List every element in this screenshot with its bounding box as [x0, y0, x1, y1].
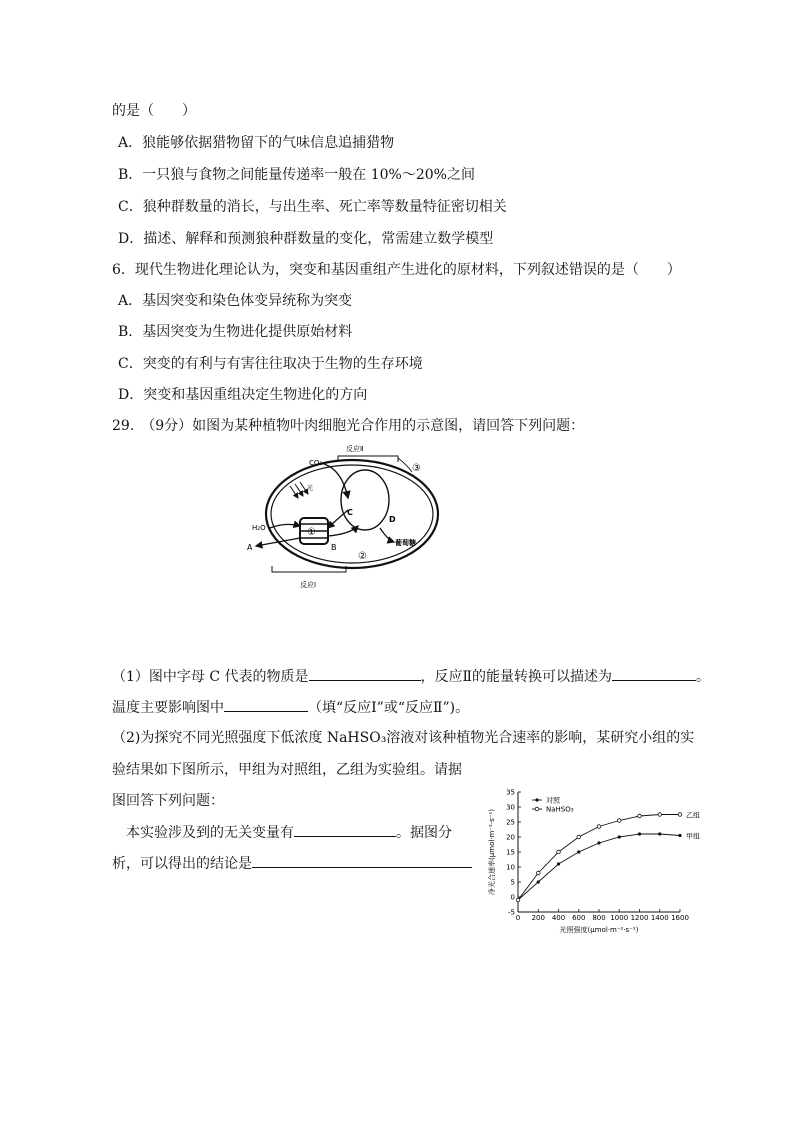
- data-point-1: [678, 834, 681, 837]
- co2-arrow: [324, 464, 348, 498]
- x-tick-label: 1000: [610, 914, 629, 922]
- blank-temperature-reaction[interactable]: [224, 697, 308, 712]
- photosynthesis-diagram: [238, 438, 448, 596]
- q29-part2-line2: 验结果如下图所示，甲组为对照组，乙组为实验组。请据: [112, 762, 462, 778]
- q29-stem: 29. （9分）如图为某种植物叶肉细胞光合作用的示意图，请回答下列问题：: [112, 418, 585, 434]
- label-reaction-1: 反应Ⅰ: [300, 581, 317, 589]
- y-tick-label: 10: [506, 863, 515, 872]
- label-circled-3: ③: [412, 463, 421, 474]
- data-point-1: [577, 850, 580, 853]
- x-tick-label: 400: [551, 914, 566, 922]
- x-tick-label: 1200: [630, 914, 649, 922]
- x-axis-label: 光照强度(μmol·m⁻²·s⁻¹): [559, 926, 639, 934]
- label-h2o: H₂O: [252, 524, 266, 532]
- label-circled-1: ①: [307, 527, 316, 538]
- data-point-1: [618, 835, 621, 838]
- label-co2: CO₂: [309, 459, 323, 467]
- y-tick-label: 35: [506, 788, 515, 797]
- q6-stem: 6．现代生物进化理论认为，突变和基因重组产生进化的原材料，下列叙述错误的是（ ）: [112, 262, 681, 278]
- q6-option-d: D．突变和基因重组决定生物进化的方向: [118, 387, 368, 403]
- series-end-label-1: 甲组: [686, 832, 700, 841]
- photosynthesis-rate-chart: [484, 786, 700, 936]
- blank-irrelevant-variables[interactable]: [294, 822, 396, 837]
- data-point-2: [678, 813, 682, 817]
- q5-option-c: C．狼种群数量的消长，与出生率、死亡率等数量特征密切相关: [118, 199, 507, 215]
- data-point-2: [597, 825, 601, 829]
- legend-marker-2: [535, 807, 539, 811]
- q5-option-d: D．描述、解释和预测狼种群数量的变化，常需建立数学模型: [118, 231, 494, 247]
- series-end-label-2: 乙组: [686, 811, 700, 820]
- label-reaction-2: 反应Ⅱ: [346, 445, 364, 453]
- data-point-1: [537, 880, 540, 883]
- light-rays-icon: [290, 482, 308, 498]
- legend-label-2: NaHSO₃: [546, 805, 574, 814]
- q5-option-b: B．一只狼与食物之间能量传递率一般在 10%～20%之间: [118, 167, 475, 183]
- label-b: B: [331, 543, 337, 552]
- x-tick-label: 200: [531, 914, 545, 922]
- q5-option-a: A．狼能够依据猎物留下的气味信息追捕猎物: [118, 135, 395, 151]
- a-arrow: [256, 538, 300, 546]
- q5-stem-tail: 的是（ ）: [112, 103, 196, 119]
- label-d: D: [389, 515, 396, 524]
- label-glucose: 葡萄糖: [395, 539, 416, 547]
- x-tick-label: 800: [592, 914, 606, 922]
- legend-marker-1: [535, 798, 538, 801]
- label-a: A: [247, 543, 253, 552]
- data-point-1: [638, 832, 641, 835]
- data-point-1: [557, 862, 560, 865]
- y-axis-label: 净光合速率(μmol·m⁻²·s⁻¹): [488, 809, 496, 895]
- data-point-2: [617, 819, 621, 823]
- blank-conclusion[interactable]: [252, 853, 472, 868]
- y-tick-label: 15: [506, 848, 515, 857]
- y-tick-label: 20: [506, 833, 515, 842]
- y-tick-label: -5: [508, 908, 515, 917]
- y-tick-label: 5: [510, 878, 515, 887]
- q6-option-b: B．基因突变为生物进化提供原始材料: [118, 324, 353, 340]
- data-point-2: [658, 813, 662, 817]
- q29-part1-line2: 温度主要影响图中 （填“反应Ⅰ”或“反应Ⅱ”)。: [112, 697, 469, 717]
- q29-part2-line1: （2)为探究不同光照强度下低浓度 NaHSO₃溶液对该种植物光合速率的影响，某研究小组的实: [112, 730, 695, 746]
- data-point-1: [597, 841, 600, 844]
- q29-part2-line3: 图回答下列问题：: [112, 793, 224, 809]
- x-tick-label: 0: [515, 914, 521, 922]
- thylakoid-to-cycle-arrow: [328, 526, 358, 536]
- q6-option-c: C．突变的有利与有害往往取决于生物的生存环境: [118, 356, 423, 372]
- blank-substance-c[interactable]: [309, 666, 421, 681]
- q6-option-a: A．基因突变和染色体变异统称为突变: [118, 293, 353, 309]
- label-circled-2: ②: [358, 551, 367, 562]
- glucose-arrow: [380, 528, 394, 542]
- data-point-2: [536, 871, 540, 875]
- data-point-2: [516, 898, 520, 902]
- y-tick-label: 25: [506, 818, 515, 827]
- x-tick-label: 1600: [671, 914, 689, 922]
- legend-label-1: 对照: [546, 796, 560, 805]
- x-tick-label: 600: [572, 914, 586, 922]
- y-tick-label: 30: [506, 803, 515, 812]
- blank-energy-conversion[interactable]: [612, 666, 696, 681]
- label-c: C: [347, 508, 353, 517]
- x-tick-label: 1400: [650, 914, 669, 922]
- data-point-2: [638, 814, 642, 818]
- q29-part1-line1: （1）图中字母 C 代表的物质是 ，反应Ⅱ的能量转换可以描述为 。: [112, 666, 710, 686]
- y-tick-label: 0: [510, 893, 515, 902]
- label-light: 光: [307, 485, 314, 492]
- data-point-1: [658, 832, 661, 835]
- q29-part2-line5: 析，可以得出的结论是: [112, 853, 472, 873]
- q29-part2-line4: 本实验涉及到的无关变量有 。据图分: [126, 822, 452, 842]
- data-point-2: [557, 850, 561, 854]
- calvin-cycle-loop: [341, 470, 389, 530]
- data-point-2: [577, 835, 581, 839]
- c-to-thylakoid-arrow: [328, 510, 348, 528]
